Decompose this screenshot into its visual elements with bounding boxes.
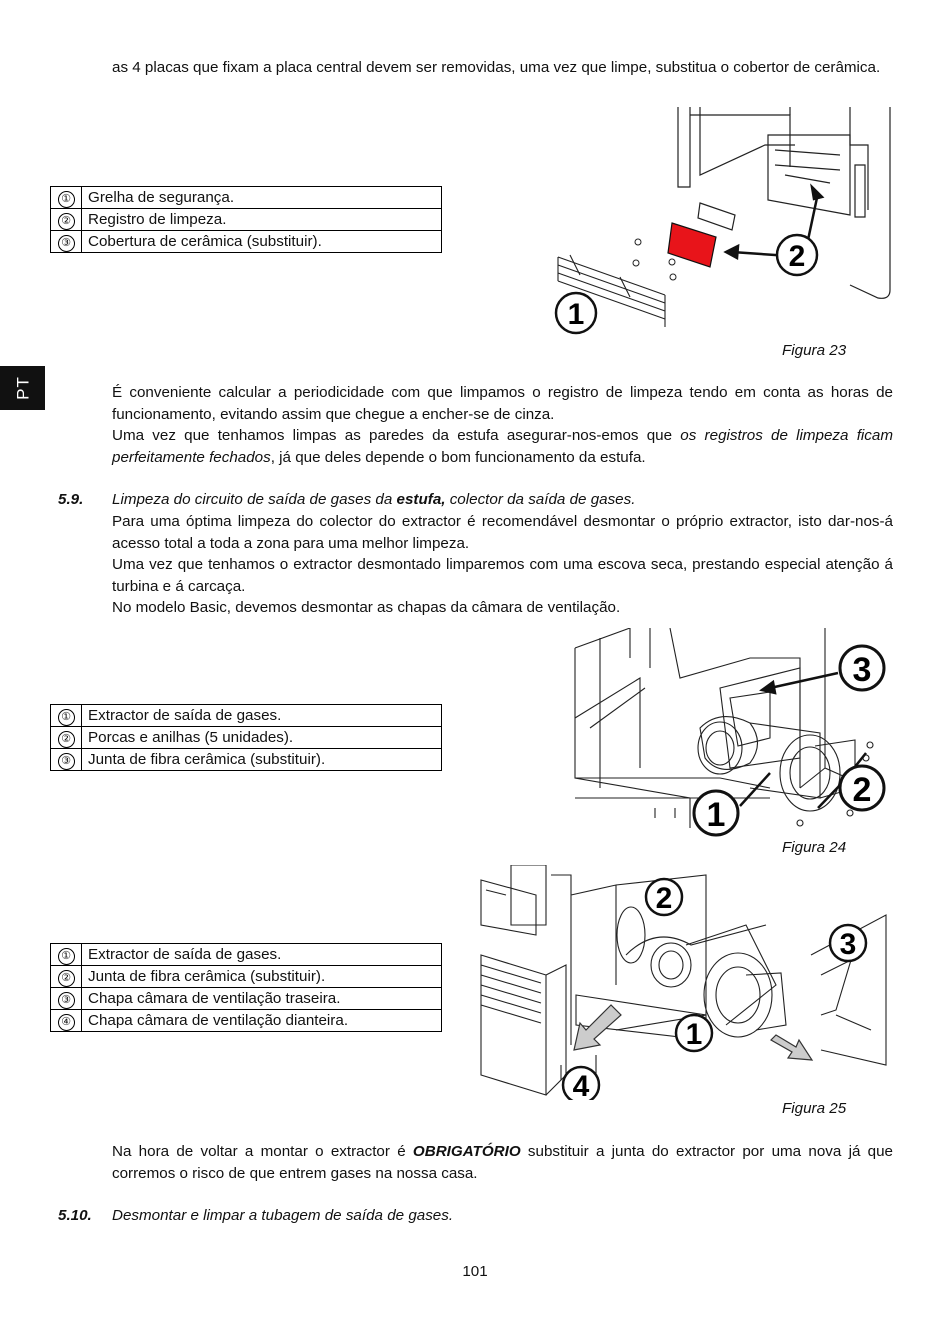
section-5-9-number: 5.9. [58,491,84,508]
item-number: ② [58,970,75,987]
callout-2 [777,235,817,275]
callout-1 [694,791,738,835]
legend-label: Extractor de saída de gases. [82,705,442,727]
item-number: ③ [58,992,75,1009]
svg-text:3: 3 [839,928,857,961]
legend-label: Junta de fibra cerâmica (substituir). [82,749,442,771]
section-5-9-body: Para uma óptima limpeza do colector do extractor é recomendável desmontar o próprio extractor, isto dar-nos-á acesso total a toda a zona para uma melhor limpeza. Uma vez que tenhamos o extractor desmontado limparemos com uma escova seca, prestando especial atenção á turbina e á carcaça. No modelo Basic, devemos desmontar as chapas da câmara de ventilação. [112,513,893,616]
svg-text:1: 1 [685,1018,703,1051]
language-tab-label: PT [12,376,32,400]
legend-row [51,1010,442,1032]
callout-3 [830,925,866,961]
figure-24-illustration [570,628,900,838]
callout-1 [556,293,596,333]
legend-row [51,209,442,231]
legend-row [51,231,442,253]
legend-label: Porcas e anilhas (5 unidades). [82,727,442,749]
mandatory-emphasis: OBRIGATÓRIO [412,1143,521,1160]
item-number: ① [58,948,75,965]
legend-label: Junta de fibra cerâmica (substituir). [82,966,442,988]
callout-4 [563,1067,599,1100]
cleaning-paragraph: É conveniente calcular a periodicidade com que limpamos o registro de limpeza tendo em conta as horas de funcionamento, evitando assim que chegue a encher-se de cinza. Uma vez que tenhamos limpas as paredes da estufa asegurar-nos-emos que os registros de limpeza ficam perfeitamente fechados, já que deles depende o bom funcionamento da estufa. [112,384,893,466]
figure-25-illustration [476,865,901,1100]
svg-text:3: 3 [852,651,872,689]
item-number: ③ [58,753,75,770]
legend-label: Registro de limpeza. [82,209,442,231]
svg-text:2: 2 [852,771,872,809]
svg-text:2: 2 [655,882,673,915]
svg-text:1: 1 [567,298,585,331]
legend-figure-24 [50,704,442,771]
figure-25-caption: Figura 25 [782,1100,847,1117]
svg-text:2: 2 [788,240,806,273]
legend-figure-25 [50,943,442,1032]
intro-paragraph: as 4 placas que fixam a placa central devem ser removidas, uma vez que limpe, substitua o cobertor de cerâmica. [112,59,881,76]
legend-label: Chapa câmara de ventilação dianteira. [82,1010,442,1032]
legend-row [51,705,442,727]
figure-24-caption: Figura 24 [782,839,847,856]
legend-row [51,988,442,1010]
item-number: ④ [58,1014,75,1031]
item-number: ① [58,709,75,726]
callout-3 [840,646,884,690]
language-tab [0,366,45,410]
ceramic-cover-highlight [668,223,716,267]
page-number: 101 [462,1263,488,1280]
callout-1 [676,1015,712,1051]
legend-label: Extractor de saída de gases. [82,944,442,966]
legend-row [51,727,442,749]
callout-2 [840,766,884,810]
section-5-10-title: Desmontar e limpar a tubagem de saída de gases. [112,1207,454,1224]
legend-label: Chapa câmara de ventilação traseira. [82,988,442,1010]
legend-row [51,966,442,988]
item-number: ② [58,731,75,748]
legend-row [51,749,442,771]
item-number: ② [58,213,75,230]
figure-23-illustration [550,105,910,335]
legend-figure-23 [50,186,442,253]
svg-text:1: 1 [706,796,726,834]
legend-row [51,944,442,966]
section-5-10-number: 5.10. [58,1207,92,1224]
legend-row [51,187,442,209]
item-number: ① [58,191,75,208]
svg-text:4: 4 [572,1070,590,1100]
section-5-9-title: Limpeza do circuito de saída de gases da estufa, colector da saída de gases. [112,491,636,508]
legend-label: Grelha de segurança. [82,187,442,209]
item-number: ③ [58,235,75,252]
legend-label: Cobertura de cerâmica (substituir). [82,231,442,253]
warning-paragraph: Na hora de voltar a montar o extractor é OBRIGATÓRIO substituir a junta do extractor por uma nova já que corremos o risco de que entrem gases na nossa casa. [112,1143,893,1182]
figure-23-caption: Figura 23 [782,342,847,359]
callout-2 [646,879,682,915]
